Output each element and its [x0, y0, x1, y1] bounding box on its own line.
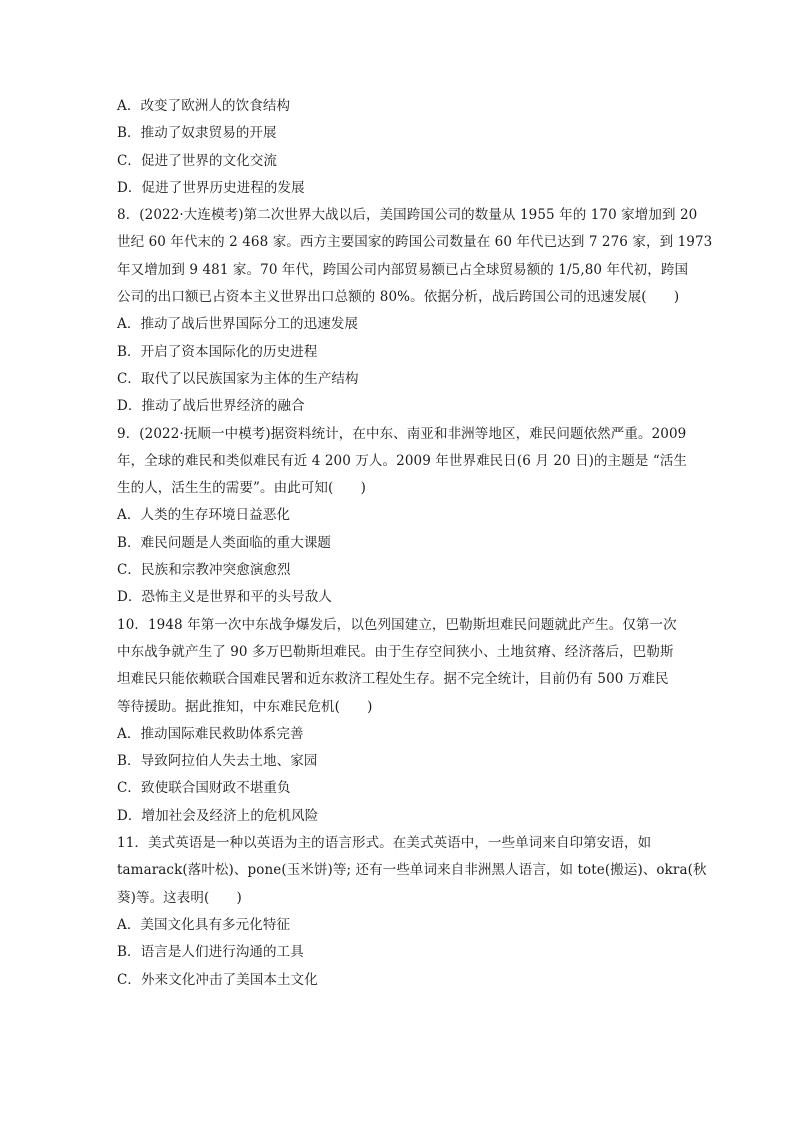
q11-option-c: C．外来文化冲击了美国本土文化 — [117, 971, 318, 988]
q7-option-b: B．推动了奴隶贸易的开展 — [117, 125, 277, 142]
q9-option-c: C．民族和宗教冲突愈演愈烈 — [117, 562, 291, 579]
q9-stem-line: 年，全球的难民和类似难民有近 4 200 万人。2009 年世界难民日(6 月 20 日)的主题是 “活生 — [117, 452, 688, 469]
q9-option-d: D．恐怖主义是世界和平的头号敌人 — [117, 589, 332, 606]
question-10 — [117, 612, 677, 830]
q10-option-d: D．增加社会及经济上的危机风险 — [117, 807, 319, 824]
question-7-options — [117, 93, 677, 202]
question-11 — [117, 830, 707, 994]
q8-stem-line: 世纪 60 年代末的 2 468 家。西方主要国家的跨国公司数量在 60 年代已达到 7 276 家，到 1973 — [117, 234, 713, 251]
q8-stem-line: 8．(2022·大连模考)第二次世界大战以后，美国跨国公司的数量从 1955 年的 170 家增加到 20 — [117, 207, 698, 224]
q10-stem-line: 中东战争就产生了 90 多万巴勒斯坦难民。由于生存空间狭小、土地贫瘠、经济落后，巴勒斯 — [117, 643, 674, 660]
q11-stem-line: 11．美式英语是一种以英语为主的语言形式。在美式英语中，一些单词来自印第安语，如 — [117, 835, 652, 852]
q8-stem-line: 公司的出口额已占资本主义世界出口总额的 80%。依据分析，战后跨国公司的迅速发展( ) — [117, 289, 680, 306]
q11-option-a: A．美国文化具有多元化特征 — [117, 916, 291, 933]
q11-option-b: B．语言是人们进行沟通的工具 — [117, 944, 304, 961]
q8-option-d: D．推动了战后世界经济的融合 — [117, 398, 305, 415]
q10-stem-line: 等待援助。据此推知，中东难民危机( ) — [117, 698, 373, 715]
q9-option-a: A．人类的生存环境日益恶化 — [117, 507, 291, 524]
q8-option-c: C．取代了以民族国家为主体的生产结构 — [117, 370, 359, 387]
q10-option-c: C．致使联合国财政不堪重负 — [117, 780, 291, 797]
q9-option-b: B．难民问题是人类面临的重大课题 — [117, 534, 332, 551]
q10-stem-line: 10．1948 年第一次中东战争爆发后，以色列国建立，巴勒斯坦难民问题就此产生。仅第一次 — [117, 616, 677, 633]
q11-stem-line: 葵)等。这表明( ) — [117, 889, 242, 906]
q7-option-a: A．改变了欧洲人的饮食结构 — [117, 98, 291, 114]
q10-option-b: B．导致阿拉伯人失去土地、家园 — [117, 753, 318, 770]
document-page — [117, 93, 713, 994]
q9-stem-line: 9．(2022·抚顺一中模考)据资料统计，在中东、南亚和非洲等地区，难民问题依然严重。2009 — [117, 425, 687, 442]
q10-option-a: A．推动国际难民救助体系完善 — [117, 725, 304, 742]
q8-option-b: B．开启了资本国际化的历史进程 — [117, 343, 318, 360]
q7-option-c: C．促进了世界的文化交流 — [117, 152, 278, 169]
q8-stem-line: 年又增加到 9 481 家。70 年代，跨国公司内部贸易额已占全球贸易额的 1/5,80 年代初，跨国 — [117, 261, 689, 278]
question-8 — [117, 202, 713, 420]
q9-stem-line: 生的人，活生生的需要”。由此可知( ) — [117, 480, 366, 497]
q11-stem-line: tamarack(落叶松)、pone(玉米饼)等; 还有一些单词来自非洲黑人语言，如 tote(搬运)、okra(秋 — [117, 862, 707, 879]
q8-option-a: A．推动了战后世界国际分工的迅速发展 — [117, 316, 359, 333]
question-9 — [117, 421, 688, 612]
q7-option-d: D．促进了世界历史进程的发展 — [117, 179, 305, 196]
q10-stem-line: 坦难民只能依赖联合国难民署和近东救济工程处生存。据不完全统计，目前仍有 500 万难民 — [117, 671, 669, 688]
